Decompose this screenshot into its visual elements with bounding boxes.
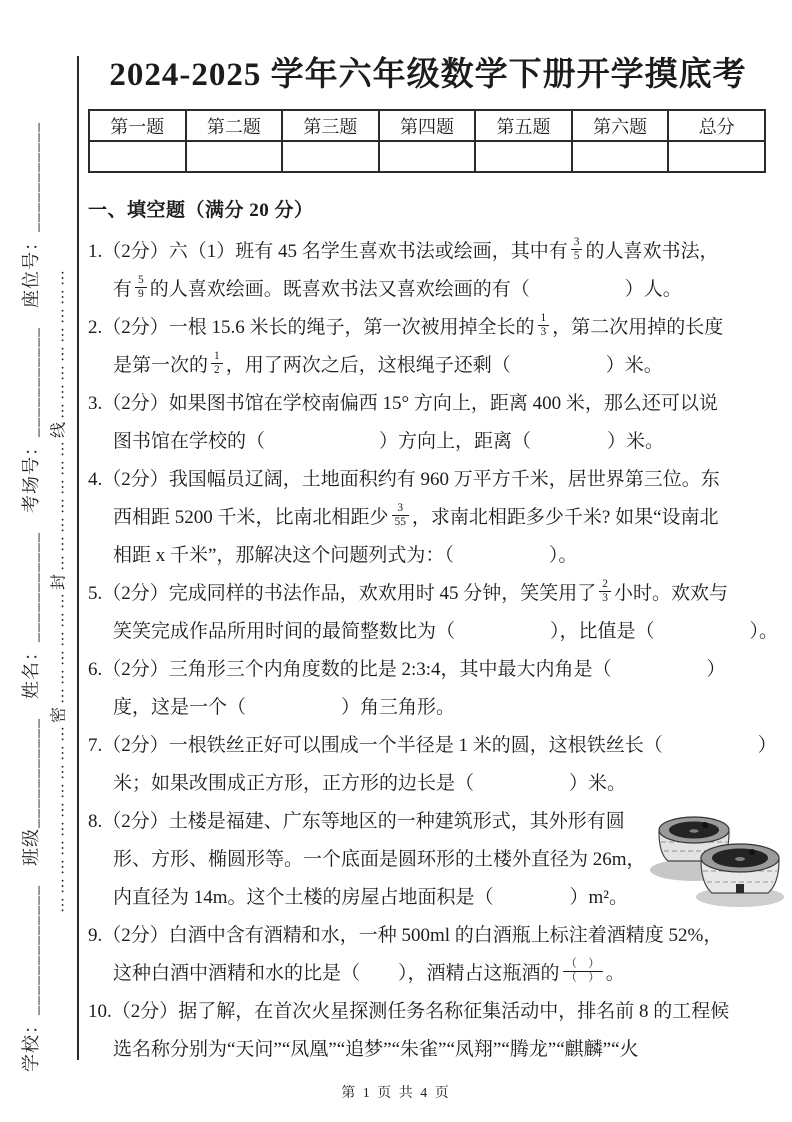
question-9 (88, 914, 768, 990)
tulou-front-building (701, 844, 779, 893)
score-table-value-cell (475, 141, 572, 172)
fraction: $\frac{1}{2}$ (211, 350, 223, 376)
question-line: 8.（2分）土楼是福建、广东等地区的一种建筑形式，其外形有圆 (88, 810, 625, 832)
question-line: 西相距 5200 千米，比南北相距少 $\frac{3}{55}$ ，求南北相距多少千米? 如果“设南北 (113, 501, 719, 528)
question-line: 米；如果改围成正方形，正方形的边长是（ ）米。 (113, 772, 627, 794)
score-table-header-cell: 第二题 (186, 110, 283, 141)
question-line: 这种白酒中酒精和水的比是（ ），酒精占这瓶酒的 $\frac{( )}{( )}$ 。 (113, 957, 625, 984)
question-line: 9.（2分）白酒中含有酒精和水，一种 500ml 的白酒瓶上标注着酒精度 52%， (88, 924, 723, 946)
question-line: 相距 x 千米”，那解决这个问题列式为：（ ）。 (113, 544, 578, 566)
fraction: $\frac{1}{3}$ (538, 312, 550, 338)
question-line: 选名称分别为“天问”“凤凰”“追梦”“朱雀”“凤翔”“腾龙”“麒麟”“火 (113, 1038, 639, 1060)
question-3 (88, 382, 768, 458)
question-line: 有 $\frac{5}{9}$ 的人喜欢绘画。既喜欢书法又喜欢绘画的有（ ）人。 (113, 273, 682, 300)
score-table-value-cell (89, 141, 186, 172)
score-table-headers (89, 110, 765, 141)
tulou-illustration (648, 800, 786, 908)
page-title: 2024-2025 学年六年级数学下册开学摸底考 (109, 57, 747, 93)
question-line: 5.（2分）完成同样的书法作品，欢欢用时 45 分钟，笑笑用了 $\frac{2}{3}$ 小时。欢欢与 (88, 577, 728, 604)
score-table-header-cell: 第一题 (89, 110, 186, 141)
score-table-header-cell: 第六题 (572, 110, 669, 141)
score-table-value-cell (282, 141, 379, 172)
score-table-header-cell: 第四题 (379, 110, 476, 141)
question-line: 10.（2分）据了解，在首次火星探测任务名称征集活动中，排名前 8 的工程候 (88, 1000, 730, 1022)
question-line: 7.（2分）一根铁丝正好可以围成一个半径是 1 米的圆，这根铁丝长（ ） (88, 734, 777, 756)
student-info-fields: 学校：_____________ 班级___________ 姓名：___________ 考场号：___________ 座位号：___________ (21, 122, 41, 1072)
fraction: $\frac{3}{5}$ (571, 236, 583, 262)
binding-line (77, 56, 79, 1060)
score-table-header-cell: 第五题 (475, 110, 572, 141)
score-table (88, 109, 766, 173)
question-2 (88, 306, 768, 382)
fraction: $\frac{5}{9}$ (135, 274, 147, 300)
fraction: $\frac{2}{3}$ (599, 578, 611, 604)
score-table-header-cell: 第三题 (282, 110, 379, 141)
question-5 (88, 572, 779, 648)
question-line: 是第一次的 $\frac{1}{2}$ ，用了两次之后，这根绳子还剩（ ）米。 (113, 349, 663, 376)
section-heading: 一、填空题（满分 20 分） (88, 200, 314, 221)
question-line: 3.（2分）如果图书馆在学校南偏西 15° 方向上，距离 400 米，那么还可以说 (88, 392, 718, 414)
score-table-value-cell (668, 141, 765, 172)
page-footer: 第 1 页 共 4 页 (341, 1086, 451, 1101)
score-table-value-cell (572, 141, 669, 172)
question-4 (88, 458, 768, 572)
seal-line: …………………………密………………封…………………线…………………… (50, 266, 68, 914)
score-table-values (89, 141, 765, 172)
question-line: 形、方形、椭圆形等。一个底面是圆环形的土楼外直径为 26m， (113, 848, 646, 870)
fraction: $\frac{3}{55}$ (392, 502, 409, 528)
question-1 (88, 230, 768, 306)
question-6 (88, 648, 768, 724)
question-line: 度，这是一个（ ）角三角形。 (113, 696, 456, 718)
fraction: $\frac{( )}{( )}$ (563, 958, 603, 984)
score-table-value-cell (379, 141, 476, 172)
question-line: 笑笑完成作品所用时间的最简整数比为（ ），比值是（ ）。 (113, 620, 779, 642)
question-line: 6.（2分）三角形三个内角度数的比是 2:3:4，其中最大内角是（ ） (88, 658, 726, 680)
question-line: 2.（2分）一根 15.6 米长的绳子，第一次被用掉全长的 $\frac{1}{3}$ ，第二次用掉的长度 (88, 311, 724, 338)
question-line: 4.（2分）我国幅员辽阔，土地面积约有 960 万平方千米，居世界第三位。东 (88, 468, 720, 490)
question-line: 图书馆在学校的（ ）方向上，距离（ ）米。 (113, 430, 665, 452)
question-line: 内直径为 14m。这个土楼的房屋占地面积是（ ）m²。 (113, 886, 629, 908)
score-table-value-cell (186, 141, 283, 172)
question-10 (88, 990, 768, 1066)
score-table-header-cell: 总分 (668, 110, 765, 141)
question-line: 1.（2分）六（1）班有 45 名学生喜欢书法或绘画，其中有 $\frac{3}{5}$ 的人喜欢书法， (88, 235, 719, 262)
question-7 (88, 724, 777, 800)
fill-in-blank-questions (88, 230, 779, 1066)
